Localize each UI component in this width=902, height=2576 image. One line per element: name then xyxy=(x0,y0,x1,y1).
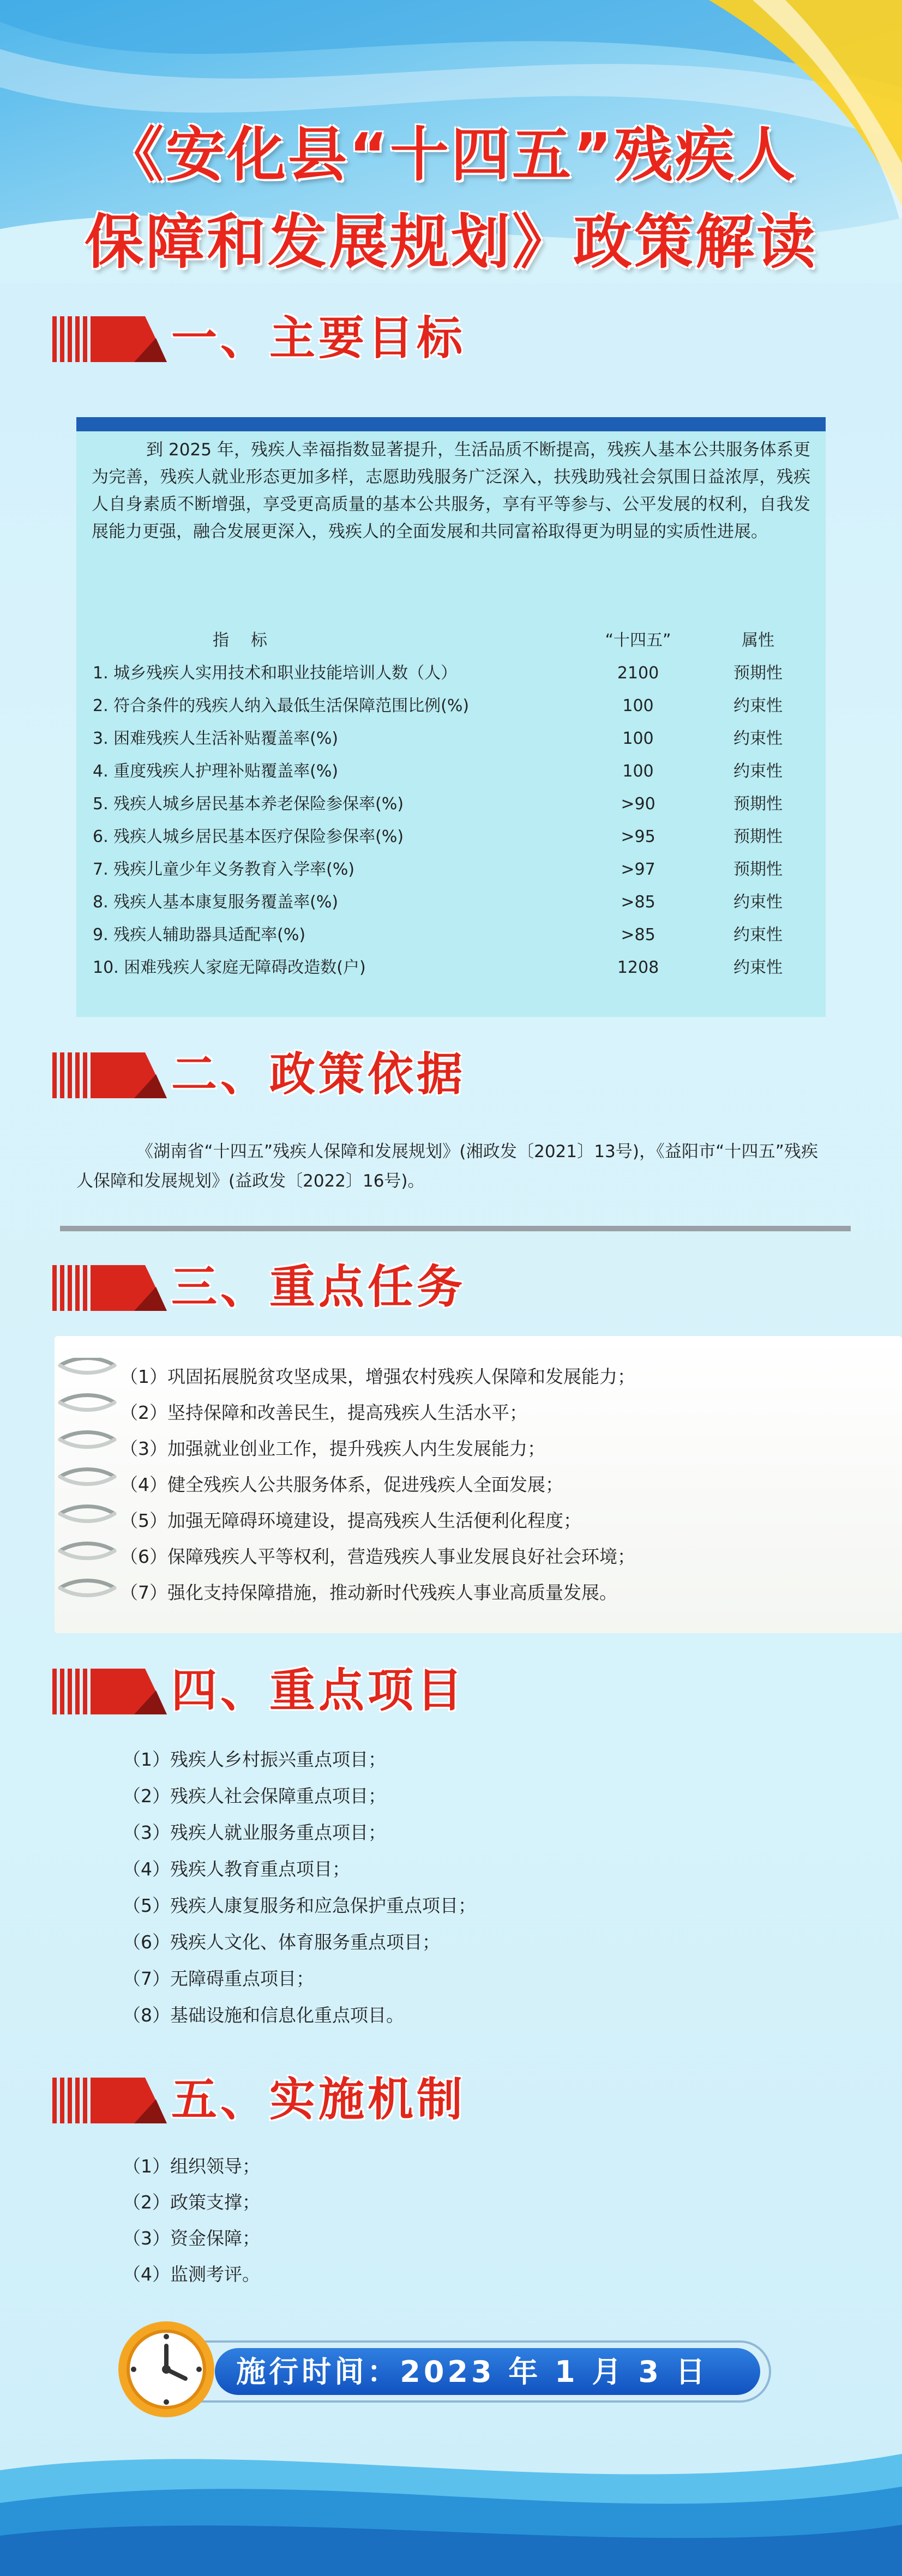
list-item: （6）保障残疾人平等权利，营造残疾人事业发展良好社会环境； xyxy=(120,1546,635,1567)
red-stripes-icon xyxy=(52,316,167,362)
red-stripes-icon xyxy=(52,2078,167,2123)
clock-icon xyxy=(115,2318,218,2421)
target-cell: 1208 xyxy=(617,958,659,977)
list-item: （4）监测考评。 xyxy=(123,2264,260,2285)
notebook-ring-icon xyxy=(55,1358,120,1620)
basis-paragraph: 《湖南省“十四五”残疾人保障和发展规划》(湘政发〔2021〕13号)，《益阳市“十四五”残疾人保障和发展规划》(益政发〔2022〕16号)。 xyxy=(76,1142,818,1191)
attribute-cell: 预期性 xyxy=(733,795,783,814)
page-title-line2: 保障和发展规划》政策解读 xyxy=(84,208,817,276)
section-title: 四、重点项目 xyxy=(171,1664,466,1717)
table-row xyxy=(87,690,807,723)
section-heading-goals xyxy=(52,311,598,365)
panel-top-bar xyxy=(76,417,826,431)
section-heading-projects xyxy=(52,1663,598,1718)
goals-paragraph: 到 2025 年，残疾人幸福指数显著提升，生活品质不断提高，残疾人基本公共服务体系更为完善，残疾人就业形态更加多样，志愿助残服务广泛深入，扶残助残社会氛围日益浓厚，残疾人自身素质不断增强，享受更高质量的基本公共服务，享有平等参与、公平发展的权利，自我发展能力更强，融合发展更深入，残疾人的全面发展和共同富裕取得更为明显的实质性进展。 xyxy=(92,440,810,541)
effective-date: 施行时间：2023 年 1 月 3 日 xyxy=(236,2355,708,2389)
indicator-cell: 10. 困难残疾人家庭无障碍改造数(户) xyxy=(93,958,366,977)
attribute-cell: 约束性 xyxy=(733,925,783,944)
section-heading-mechanism xyxy=(52,2072,598,2127)
list-item: （5）加强无障碍环境建设，提高残疾人生活便利化程度； xyxy=(120,1510,581,1531)
list-item: （7）无障碍重点项目； xyxy=(123,1968,314,1989)
target-cell: >97 xyxy=(621,860,656,879)
list-item: （1）残疾人乡村振兴重点项目； xyxy=(123,1749,386,1770)
list-item: （8）基础设施和信息化重点项目。 xyxy=(123,2005,404,2026)
indicator-cell: 8. 残疾人基本康复服务覆盖率(%) xyxy=(93,893,339,912)
section-title: 五、实施机制 xyxy=(171,2073,466,2126)
indicator-cell: 5. 残疾人城乡居民基本养老保险参保率(%) xyxy=(93,795,404,814)
list-item: （1）巩固拓展脱贫攻坚成果，增强农村残疾人保障和发展能力； xyxy=(120,1366,635,1387)
list-item: （4）残疾人教育重点项目； xyxy=(123,1858,350,1880)
list-item: （4）健全残疾人公共服务体系，促进残疾人全面发展； xyxy=(120,1474,563,1495)
attribute-cell: 预期性 xyxy=(733,827,783,846)
indicator-table xyxy=(87,624,807,984)
section-title: 三、重点任务 xyxy=(171,1260,466,1314)
table-row xyxy=(87,788,807,821)
projects-list xyxy=(123,1741,476,2033)
effective-date-banner xyxy=(169,2340,771,2403)
target-cell: >85 xyxy=(621,893,656,912)
attribute-cell: 约束性 xyxy=(733,696,783,715)
list-item: （2）政策支撑； xyxy=(123,2192,260,2213)
target-cell: 100 xyxy=(622,696,654,715)
tasks-list xyxy=(120,1359,635,1611)
table-row xyxy=(87,853,807,886)
attribute-cell: 约束性 xyxy=(733,729,783,748)
target-cell: >90 xyxy=(621,795,656,814)
list-item: （3）加强就业创业工作，提升残疾人内生发展能力； xyxy=(120,1438,545,1459)
divider xyxy=(60,1226,851,1231)
table-row xyxy=(87,723,807,755)
red-stripes-icon xyxy=(52,1265,167,1311)
target-cell: >85 xyxy=(621,925,656,944)
page-title-line1: 《安化县“十四五”残疾人 xyxy=(105,121,797,189)
table-row xyxy=(87,821,807,853)
mechanism-list xyxy=(123,2148,260,2292)
indicator-cell: 6. 残疾人城乡居民基本医疗保险参保率(%) xyxy=(93,827,404,846)
attribute-cell: 约束性 xyxy=(733,893,783,912)
target-cell: 2100 xyxy=(617,664,659,683)
table-row xyxy=(87,657,807,690)
indicator-cell: 4. 重度残疾人护理补贴覆盖率(%) xyxy=(93,762,339,781)
footer-background xyxy=(0,2421,902,2576)
indicator-cell: 7. 残疾儿童少年义务教育入学率(%) xyxy=(93,860,355,879)
attribute-cell: 约束性 xyxy=(733,958,783,977)
indicator-cell: 9. 残疾人辅助器具适配率(%) xyxy=(93,925,306,944)
list-item: （6）残疾人文化、体育服务重点项目； xyxy=(123,1931,440,1953)
header-attribute: 属性 xyxy=(742,631,774,650)
target-cell: 100 xyxy=(622,762,654,781)
attribute-cell: 预期性 xyxy=(733,860,783,879)
list-item: （3）残疾人就业服务重点项目； xyxy=(123,1822,386,1843)
section-heading-tasks xyxy=(52,1260,598,1314)
indicator-cell: 1. 城乡残疾人实用技术和职业技能培训人数（人） xyxy=(93,664,458,683)
list-item: （2）残疾人社会保障重点项目； xyxy=(123,1785,386,1807)
indicator-cell: 2. 符合条件的残疾人纳入最低生活保障范围比例(%) xyxy=(93,696,470,715)
list-item: （3）资金保障； xyxy=(123,2228,260,2249)
table-row xyxy=(87,952,807,984)
header-target: “十四五” xyxy=(605,631,671,650)
target-cell: 100 xyxy=(622,729,654,748)
section-heading-basis xyxy=(52,1047,598,1102)
table-row xyxy=(87,919,807,952)
header-indicator: 指标 xyxy=(213,631,289,650)
list-item: （7）强化支持保障措施，推动新时代残疾人事业高质量发展。 xyxy=(120,1582,617,1603)
indicator-cell: 3. 困难残疾人生活补贴覆盖率(%) xyxy=(93,729,339,748)
target-cell: >95 xyxy=(621,827,656,846)
list-item: （5）残疾人康复服务和应急保护重点项目； xyxy=(123,1895,476,1916)
table-row xyxy=(87,755,807,788)
table-row xyxy=(87,886,807,919)
list-item: （1）组织领导； xyxy=(123,2156,260,2177)
section-title: 二、政策依据 xyxy=(171,1048,466,1101)
table-header-row xyxy=(87,624,807,657)
attribute-cell: 预期性 xyxy=(733,664,783,683)
red-stripes-icon xyxy=(52,1052,167,1098)
attribute-cell: 约束性 xyxy=(733,762,783,781)
section-title: 一、主要目标 xyxy=(171,311,466,365)
red-stripes-icon xyxy=(52,1669,167,1714)
list-item: （2）坚持保障和改善民生，提高残疾人生活水平； xyxy=(120,1402,527,1423)
